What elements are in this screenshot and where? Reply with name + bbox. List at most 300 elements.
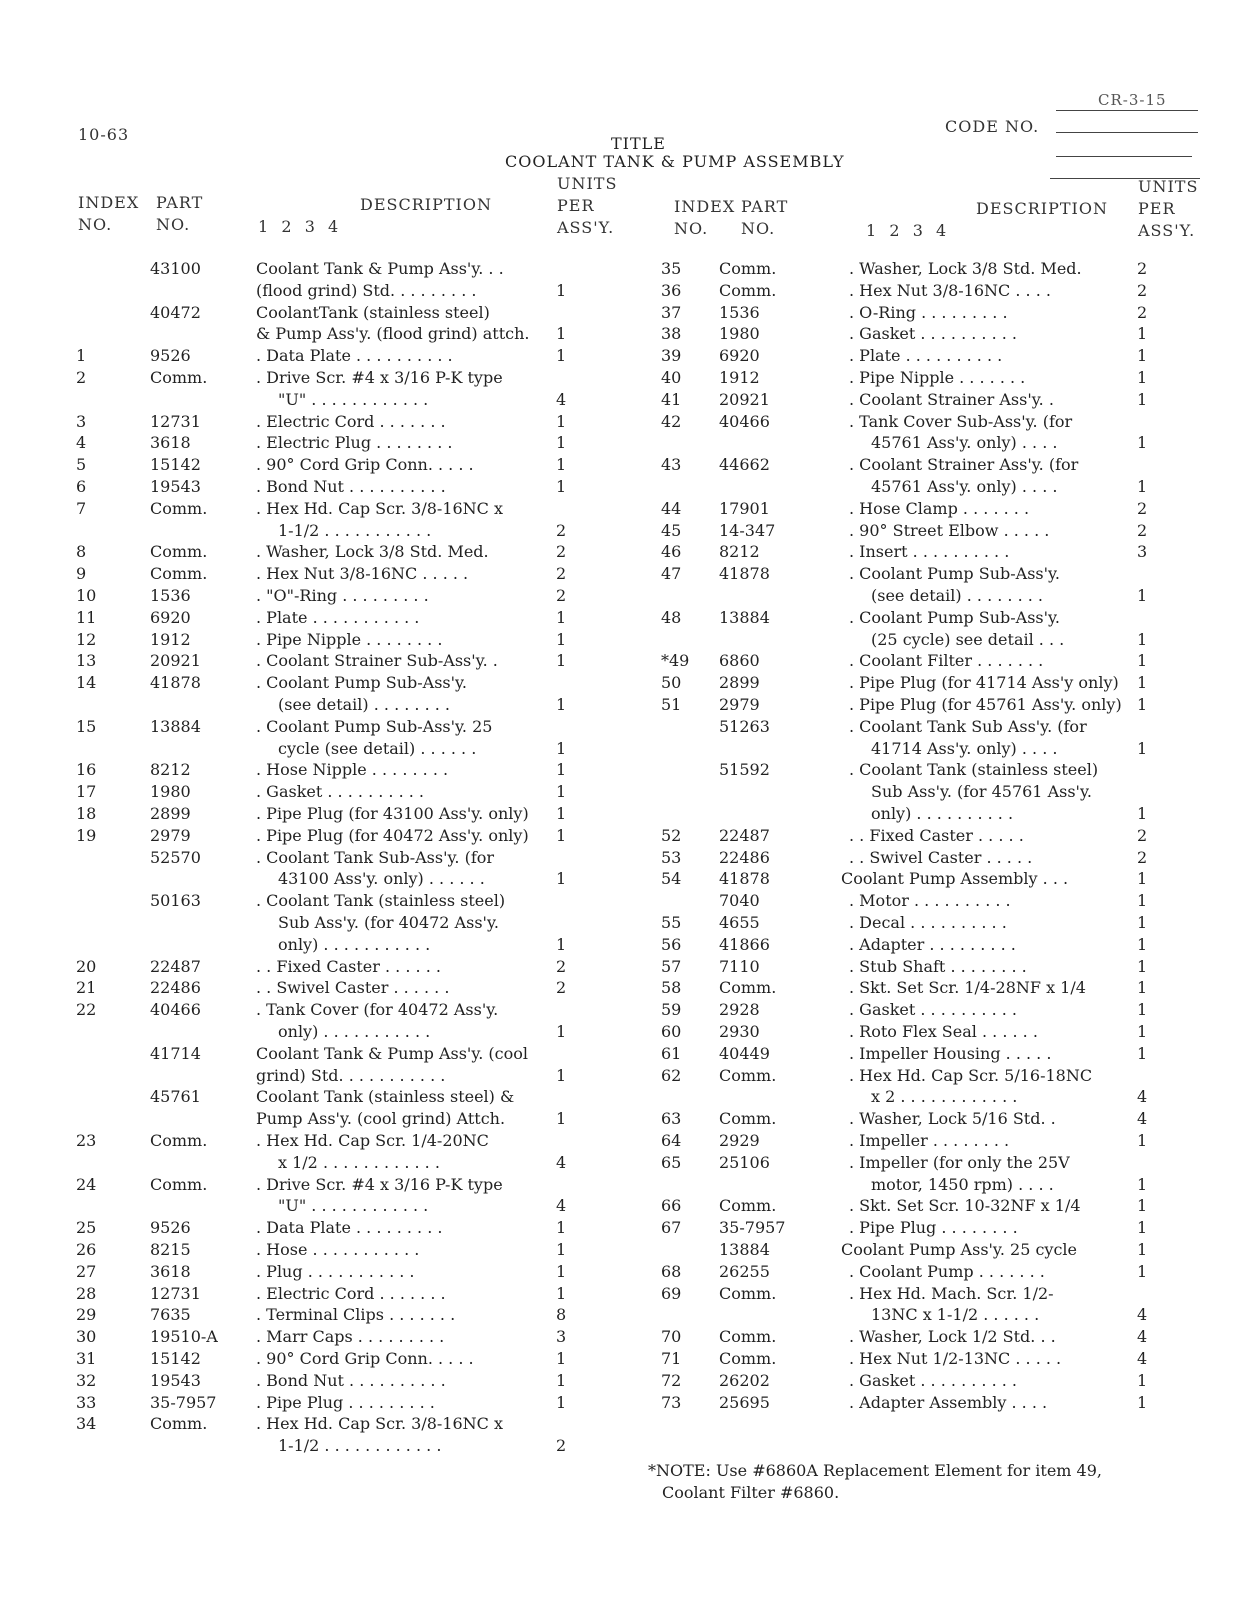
right-row-50-units-per-assy: 4 (1137, 1327, 1148, 1347)
right-row-7-part-no: 20921 (719, 389, 770, 409)
left-row-33-description: . . Fixed Caster . . . . . . (256, 956, 441, 976)
left-row-34-description: . . Swivel Caster . . . . . . (256, 978, 450, 998)
left-index-header-2: NO. (78, 215, 113, 234)
right-row-17-description: . Coolant Pump Sub-Ass'y. (849, 607, 1061, 627)
left-row-12-index-no: 7 (76, 498, 87, 518)
left-row-49-part-no: 7635 (150, 1305, 191, 1325)
right-row-11-units-per-assy: 1 (1137, 477, 1148, 496)
right-row-45-part-no: 35-7957 (719, 1218, 786, 1238)
left-row-8-units-per-assy: 1 (556, 411, 567, 431)
right-row-52-part-no: 26202 (719, 1370, 770, 1390)
right-row-37-units-per-assy: 1 (1137, 1043, 1148, 1063)
right-row-25-description: Sub Ass'y. (for 45761 Ass'y. (871, 782, 1092, 802)
left-row-45-units-per-assy: 1 (556, 1218, 567, 1238)
left-row-38-units-per-assy: 1 (556, 1065, 567, 1085)
right-row-38-index-no: 62 (661, 1065, 682, 1085)
left-row-1-description: Coolant Tank & Pump Ass'y. . . (256, 259, 504, 278)
left-row-8-description: . Electric Cord . . . . . . . (256, 411, 446, 431)
right-row-48-index-no: 69 (661, 1283, 682, 1303)
right-level-numbers: 1 2 3 4 (866, 221, 948, 240)
left-row-53-description: . Pipe Plug . . . . . . . . . (256, 1392, 435, 1412)
right-row-52-index-no: 72 (661, 1370, 682, 1390)
right-row-45-description: . Pipe Plug . . . . . . . . (849, 1218, 1018, 1238)
left-row-2-description: (flood grind) Std. . . . . . . . . (256, 280, 477, 300)
footnote-line-1: *NOTE: Use #6860A Replacement Element for item 49, (648, 1461, 1102, 1480)
page-title: COOLANT TANK & PUMP ASSEMBLY (505, 152, 845, 171)
left-row-44-units-per-assy: 4 (556, 1196, 567, 1216)
left-row-36-units-per-assy: 1 (556, 1022, 567, 1041)
left-row-9-description: . Electric Plug . . . . . . . . (256, 433, 453, 453)
left-row-23-description: cycle (see detail) . . . . . . (278, 738, 477, 758)
left-row-29-units-per-assy: 1 (556, 869, 567, 889)
right-row-38-description: . Hex Hd. Cap Scr. 5/16-18NC (849, 1065, 1093, 1085)
left-row-16-units-per-assy: 2 (556, 586, 567, 605)
right-row-46-part-no: 13884 (719, 1240, 770, 1259)
right-row-7-units-per-assy: 1 (1137, 389, 1148, 409)
left-row-22-index-no: 15 (76, 716, 97, 736)
left-row-19-index-no: 13 (76, 651, 97, 671)
left-row-26-description: . Pipe Plug (for 43100 Ass'y. only) (256, 804, 529, 823)
right-row-48-description: . Hex Hd. Mach. Scr. 1/2- (849, 1283, 1054, 1303)
right-row-41-description: . Impeller . . . . . . . . (849, 1131, 1010, 1150)
right-row-5-part-no: 6920 (719, 346, 760, 366)
left-row-45-description: . Data Plate . . . . . . . . . (256, 1218, 443, 1238)
right-row-14-part-no: 8212 (719, 542, 760, 562)
code-rule-2 (1056, 132, 1198, 133)
left-row-14-part-no: Comm. (150, 542, 208, 562)
right-row-16-description: (see detail) . . . . . . . . (871, 586, 1044, 605)
right-index-header-1: INDEX (674, 197, 736, 216)
left-row-43-description: . Drive Scr. #4 x 3/16 P-K type (256, 1174, 503, 1194)
right-row-30-description: . Motor . . . . . . . . . . (849, 891, 1011, 911)
right-row-53-description: . Adapter Assembly . . . . (849, 1392, 1048, 1412)
left-row-11-description: . Bond Nut . . . . . . . . . . (256, 477, 446, 496)
right-row-53-units-per-assy: 1 (1137, 1392, 1148, 1412)
right-row-13-index-no: 45 (661, 520, 682, 540)
left-row-16-part-no: 1536 (150, 586, 191, 605)
right-row-19-index-no: *49 (661, 651, 690, 671)
right-row-3-description: . O-Ring . . . . . . . . . (849, 302, 1008, 322)
left-row-46-index-no: 26 (76, 1240, 97, 1259)
left-row-14-units-per-assy: 2 (556, 542, 567, 562)
left-row-51-units-per-assy: 1 (556, 1349, 567, 1368)
right-row-30-units-per-assy: 1 (1137, 891, 1148, 911)
right-row-49-units-per-assy: 4 (1137, 1305, 1148, 1325)
left-row-27-description: . Pipe Plug (for 40472 Ass'y. only) (256, 825, 529, 845)
left-row-47-units-per-assy: 1 (556, 1261, 567, 1281)
right-row-11-description: 45761 Ass'y. only) . . . . (871, 477, 1058, 496)
right-row-21-description: . Pipe Plug (for 45761 Ass'y. only) (849, 695, 1122, 714)
right-row-1-index-no: 35 (661, 259, 682, 278)
right-row-36-description: . Roto Flex Seal . . . . . . (849, 1022, 1038, 1041)
right-row-49-description: 13NC x 1-1/2 . . . . . . (871, 1305, 1040, 1325)
left-row-47-index-no: 27 (76, 1261, 97, 1281)
left-row-9-index-no: 4 (76, 433, 87, 453)
left-row-32-description: only) . . . . . . . . . . . (278, 934, 431, 954)
left-row-21-description: (see detail) . . . . . . . . (278, 695, 451, 714)
right-row-15-description: . Coolant Pump Sub-Ass'y. (849, 564, 1061, 584)
left-row-50-part-no: 19510-A (150, 1327, 218, 1347)
right-row-37-part-no: 40449 (719, 1043, 770, 1063)
left-row-47-part-no: 3618 (150, 1261, 191, 1281)
right-row-28-index-no: 53 (661, 847, 682, 867)
left-index-header-1: INDEX (78, 193, 140, 212)
left-row-30-part-no: 50163 (150, 891, 201, 911)
right-row-41-index-no: 64 (661, 1131, 682, 1150)
left-row-46-units-per-assy: 1 (556, 1240, 567, 1259)
left-row-14-index-no: 8 (76, 542, 87, 562)
right-row-35-part-no: 2928 (719, 1000, 760, 1020)
left-row-26-index-no: 18 (76, 804, 97, 823)
left-row-31-description: Sub Ass'y. (for 40472 Ass'y. (278, 913, 499, 932)
right-row-6-description: . Pipe Nipple . . . . . . . (849, 368, 1026, 387)
left-row-3-description: CoolantTank (stainless steel) (256, 302, 490, 322)
left-row-53-index-no: 33 (76, 1392, 97, 1412)
right-row-7-index-no: 41 (661, 389, 682, 409)
right-row-15-index-no: 47 (661, 564, 682, 584)
right-row-12-units-per-assy: 2 (1137, 498, 1148, 518)
left-row-51-part-no: 15142 (150, 1349, 201, 1368)
right-row-24-part-no: 51592 (719, 760, 770, 780)
right-row-13-units-per-assy: 2 (1137, 520, 1148, 540)
left-row-17-description: . Plate . . . . . . . . . . . (256, 607, 420, 627)
left-row-21-units-per-assy: 1 (556, 695, 567, 714)
right-row-29-part-no: 41878 (719, 869, 770, 889)
left-part-header-2: NO. (156, 215, 191, 234)
right-row-34-units-per-assy: 1 (1137, 978, 1148, 998)
left-row-8-part-no: 12731 (150, 411, 201, 431)
right-row-34-part-no: Comm. (719, 978, 777, 998)
left-row-50-units-per-assy: 3 (556, 1327, 567, 1347)
date-code: 10-63 (78, 125, 130, 144)
right-units-header-2: PER (1138, 199, 1176, 218)
right-row-16-units-per-assy: 1 (1137, 586, 1148, 605)
right-row-39-units-per-assy: 4 (1137, 1087, 1148, 1107)
right-row-47-units-per-assy: 1 (1137, 1261, 1148, 1281)
right-row-40-units-per-assy: 4 (1137, 1109, 1148, 1129)
left-row-41-description: . Hex Hd. Cap Scr. 1/4-20NC (256, 1131, 489, 1150)
left-row-11-part-no: 19543 (150, 477, 201, 496)
right-row-3-part-no: 1536 (719, 302, 760, 322)
left-row-45-index-no: 25 (76, 1218, 97, 1238)
right-row-45-index-no: 67 (661, 1218, 682, 1238)
right-row-21-index-no: 51 (661, 695, 682, 714)
left-row-9-units-per-assy: 1 (556, 433, 567, 453)
left-row-5-units-per-assy: 1 (556, 346, 567, 366)
left-row-50-description: . Marr Caps . . . . . . . . . (256, 1327, 445, 1347)
left-row-5-part-no: 9526 (150, 346, 191, 366)
left-row-20-index-no: 14 (76, 673, 97, 693)
right-row-6-index-no: 40 (661, 368, 682, 387)
left-row-35-part-no: 40466 (150, 1000, 201, 1020)
left-row-49-index-no: 29 (76, 1305, 97, 1325)
right-row-44-index-no: 66 (661, 1196, 682, 1216)
left-row-12-part-no: Comm. (150, 498, 208, 518)
right-row-10-part-no: 44662 (719, 455, 770, 475)
right-row-4-description: . Gasket . . . . . . . . . . (849, 324, 1018, 344)
right-row-47-description: . Coolant Pump . . . . . . . (849, 1261, 1045, 1281)
left-row-6-index-no: 2 (76, 368, 87, 387)
right-row-32-part-no: 41866 (719, 934, 770, 954)
right-part-header-1: PART (741, 197, 789, 216)
right-row-42-part-no: 25106 (719, 1152, 770, 1172)
right-row-2-index-no: 36 (661, 280, 682, 300)
right-row-20-index-no: 50 (661, 673, 682, 693)
left-row-15-description: . Hex Nut 3/8-16NC . . . . . (256, 564, 469, 584)
right-row-41-part-no: 2929 (719, 1131, 760, 1150)
left-row-25-description: . Gasket . . . . . . . . . . (256, 782, 425, 802)
right-row-50-index-no: 70 (661, 1327, 682, 1347)
left-row-43-part-no: Comm. (150, 1174, 208, 1194)
left-row-55-units-per-assy: 2 (556, 1436, 567, 1456)
right-row-30-part-no: 7040 (719, 891, 760, 911)
left-row-46-part-no: 8215 (150, 1240, 191, 1259)
right-row-51-units-per-assy: 4 (1137, 1349, 1148, 1368)
left-row-24-description: . Hose Nipple . . . . . . . . (256, 760, 449, 780)
left-row-33-index-no: 20 (76, 956, 97, 976)
right-row-17-part-no: 13884 (719, 607, 770, 627)
right-description-header: DESCRIPTION (976, 199, 1108, 218)
right-row-20-part-no: 2899 (719, 673, 760, 693)
right-row-44-units-per-assy: 1 (1137, 1196, 1148, 1216)
right-row-4-index-no: 38 (661, 324, 682, 344)
right-row-29-description: Coolant Pump Assembly . . . (841, 869, 1069, 889)
left-row-10-description: . 90° Cord Grip Conn. . . . . (256, 455, 474, 475)
left-row-40-units-per-assy: 1 (556, 1109, 567, 1129)
right-row-40-description: . Washer, Lock 5/16 Std. . (849, 1109, 1056, 1129)
left-row-46-description: . Hose . . . . . . . . . . . (256, 1240, 420, 1259)
left-row-13-description: 1-1/2 . . . . . . . . . . . (278, 520, 432, 540)
left-row-18-description: . Pipe Nipple . . . . . . . . (256, 629, 443, 649)
left-row-11-units-per-assy: 1 (556, 477, 567, 496)
right-row-8-part-no: 40466 (719, 411, 770, 431)
right-row-42-description: . Impeller (for only the 25V (849, 1152, 1070, 1172)
right-row-19-description: . Coolant Filter . . . . . . . (849, 651, 1044, 671)
right-units-header-3: ASS'Y. (1138, 221, 1196, 240)
right-row-33-units-per-assy: 1 (1137, 956, 1148, 976)
right-row-26-description: only) . . . . . . . . . . (871, 804, 1014, 823)
left-row-18-index-no: 12 (76, 629, 97, 649)
left-row-9-part-no: 3618 (150, 433, 191, 453)
left-row-27-part-no: 2979 (150, 825, 191, 845)
left-row-20-part-no: 41878 (150, 673, 201, 693)
right-row-52-units-per-assy: 1 (1137, 1370, 1148, 1390)
left-row-22-part-no: 13884 (150, 716, 201, 736)
right-row-6-part-no: 1912 (719, 368, 760, 387)
left-row-26-units-per-assy: 1 (556, 804, 567, 823)
code-rule-3 (1056, 156, 1192, 157)
left-row-27-units-per-assy: 1 (556, 825, 567, 845)
right-row-21-units-per-assy: 1 (1137, 695, 1148, 714)
left-row-45-part-no: 9526 (150, 1218, 191, 1238)
right-row-12-part-no: 17901 (719, 498, 770, 518)
right-row-34-description: . Skt. Set Scr. 1/4-28NF x 1/4 (849, 978, 1086, 998)
right-row-44-description: . Skt. Set Scr. 10-32NF x 1/4 (849, 1196, 1081, 1216)
left-row-17-units-per-assy: 1 (556, 607, 567, 627)
right-row-36-index-no: 60 (661, 1022, 682, 1041)
right-row-32-description: . Adapter . . . . . . . . . (849, 934, 1016, 954)
left-row-11-index-no: 6 (76, 477, 87, 496)
right-row-37-index-no: 61 (661, 1043, 682, 1063)
left-row-22-description: . Coolant Pump Sub-Ass'y. 25 (256, 716, 493, 736)
right-row-31-units-per-assy: 1 (1137, 913, 1148, 932)
left-row-16-description: . "O"-Ring . . . . . . . . . (256, 586, 429, 605)
right-row-24-description: . Coolant Tank (stainless steel) (849, 760, 1099, 780)
right-row-36-part-no: 2930 (719, 1022, 760, 1041)
left-row-6-part-no: Comm. (150, 368, 208, 387)
right-row-38-part-no: Comm. (719, 1065, 777, 1085)
left-row-52-units-per-assy: 1 (556, 1370, 567, 1390)
right-row-4-part-no: 1980 (719, 324, 760, 344)
right-row-53-part-no: 25695 (719, 1392, 770, 1412)
right-row-20-description: . Pipe Plug (for 41714 Ass'y only) (849, 673, 1119, 693)
right-part-header-2: NO. (741, 219, 776, 238)
right-row-27-index-no: 52 (661, 825, 682, 845)
right-row-13-part-no: 14-347 (719, 520, 776, 540)
left-row-52-part-no: 19543 (150, 1370, 201, 1390)
left-description-header: DESCRIPTION (360, 195, 492, 214)
left-row-10-index-no: 5 (76, 455, 87, 475)
right-row-6-units-per-assy: 1 (1137, 368, 1148, 387)
left-row-25-units-per-assy: 1 (556, 782, 567, 802)
left-row-5-index-no: 1 (76, 346, 87, 366)
left-row-35-index-no: 22 (76, 1000, 97, 1020)
left-row-10-part-no: 15142 (150, 455, 201, 475)
left-units-header-3: ASS'Y. (557, 218, 615, 237)
right-row-32-units-per-assy: 1 (1137, 934, 1148, 954)
right-row-51-part-no: Comm. (719, 1349, 777, 1368)
right-row-3-units-per-assy: 2 (1137, 302, 1148, 322)
right-row-10-description: . Coolant Strainer Ass'y. (for (849, 455, 1079, 475)
right-row-47-part-no: 26255 (719, 1261, 770, 1281)
right-row-14-description: . Insert . . . . . . . . . . (849, 542, 1010, 562)
left-row-53-part-no: 35-7957 (150, 1392, 217, 1412)
left-row-4-units-per-assy: 1 (556, 324, 567, 344)
left-row-20-description: . Coolant Pump Sub-Ass'y. (256, 673, 468, 693)
left-row-34-units-per-assy: 2 (556, 978, 567, 998)
left-row-25-part-no: 1980 (150, 782, 191, 802)
left-row-19-description: . Coolant Strainer Sub-Ass'y. . (256, 651, 498, 671)
right-row-7-description: . Coolant Strainer Ass'y. . (849, 389, 1054, 409)
right-row-29-units-per-assy: 1 (1137, 869, 1148, 889)
right-row-50-part-no: Comm. (719, 1327, 777, 1347)
code-rule-1 (1056, 110, 1198, 111)
left-level-numbers: 1 2 3 4 (258, 217, 340, 236)
right-row-40-index-no: 63 (661, 1109, 682, 1129)
left-row-4-description: & Pump Ass'y. (flood grind) attch. (256, 324, 530, 344)
code-value: CR-3-15 (1098, 91, 1167, 109)
left-row-36-description: only) . . . . . . . . . . . (278, 1022, 431, 1041)
left-row-49-description: . Terminal Clips . . . . . . . (256, 1305, 456, 1325)
right-units-header-1: UNITS (1138, 177, 1199, 196)
left-row-37-description: Coolant Tank & Pump Ass'y. (cool (256, 1043, 528, 1063)
left-row-3-part-no: 40472 (150, 302, 201, 322)
left-row-42-description: x 1/2 . . . . . . . . . . . . (278, 1152, 440, 1172)
right-row-40-part-no: Comm. (719, 1109, 777, 1129)
left-row-7-units-per-assy: 4 (556, 389, 567, 409)
left-row-19-units-per-assy: 1 (556, 651, 567, 671)
right-row-21-part-no: 2979 (719, 695, 760, 714)
right-row-39-description: x 2 . . . . . . . . . . . . (871, 1087, 1018, 1107)
left-row-15-index-no: 9 (76, 564, 87, 584)
left-row-39-part-no: 45761 (150, 1087, 201, 1107)
right-row-47-index-no: 68 (661, 1261, 682, 1281)
right-row-26-units-per-assy: 1 (1137, 804, 1148, 823)
right-row-18-units-per-assy: 1 (1137, 629, 1148, 649)
right-row-27-units-per-assy: 2 (1137, 825, 1148, 845)
right-row-14-index-no: 46 (661, 542, 682, 562)
right-row-18-description: (25 cycle) see detail . . . (871, 629, 1065, 649)
right-row-4-units-per-assy: 1 (1137, 324, 1148, 344)
right-row-28-units-per-assy: 2 (1137, 847, 1148, 867)
right-row-15-part-no: 41878 (719, 564, 770, 584)
title-label: TITLE (611, 134, 666, 153)
right-row-35-index-no: 59 (661, 1000, 682, 1020)
right-row-27-description: . . Fixed Caster . . . . . (849, 825, 1024, 845)
right-row-31-part-no: 4655 (719, 913, 760, 932)
left-row-41-part-no: Comm. (150, 1131, 208, 1150)
left-row-27-index-no: 19 (76, 825, 97, 845)
left-row-1-part-no: 43100 (150, 259, 201, 278)
left-row-33-units-per-assy: 2 (556, 956, 567, 976)
left-row-28-description: . Coolant Tank Sub-Ass'y. (for (256, 847, 495, 867)
left-row-7-description: "U" . . . . . . . . . . . . (278, 389, 429, 409)
left-row-8-index-no: 3 (76, 411, 87, 431)
left-row-6-description: . Drive Scr. #4 x 3/16 P-K type (256, 368, 503, 387)
right-row-2-description: . Hex Nut 3/8-16NC . . . . (849, 280, 1051, 300)
right-row-19-part-no: 6860 (719, 651, 760, 671)
left-row-50-index-no: 30 (76, 1327, 97, 1347)
left-row-18-units-per-assy: 1 (556, 629, 567, 649)
left-row-48-index-no: 28 (76, 1283, 97, 1303)
right-row-23-units-per-assy: 1 (1137, 738, 1148, 758)
right-row-22-part-no: 51263 (719, 716, 770, 736)
code-label: CODE NO. (945, 117, 1040, 136)
right-row-33-part-no: 7110 (719, 956, 760, 976)
footnote-line-2: Coolant Filter #6860. (662, 1483, 840, 1502)
left-row-47-description: . Plug . . . . . . . . . . . (256, 1261, 415, 1281)
right-row-51-index-no: 71 (661, 1349, 682, 1368)
left-row-2-units-per-assy: 1 (556, 280, 567, 300)
right-row-53-index-no: 73 (661, 1392, 682, 1412)
right-row-28-description: . . Swivel Caster . . . . . (849, 847, 1033, 867)
right-row-45-units-per-assy: 1 (1137, 1218, 1148, 1238)
right-row-42-index-no: 65 (661, 1152, 682, 1172)
left-row-35-description: . Tank Cover (for 40472 Ass'y. (256, 1000, 499, 1020)
left-row-54-index-no: 34 (76, 1414, 97, 1434)
right-row-5-index-no: 39 (661, 346, 682, 366)
left-row-53-units-per-assy: 1 (556, 1392, 567, 1412)
left-row-52-index-no: 32 (76, 1370, 97, 1390)
left-row-39-description: Coolant Tank (stainless steel) & (256, 1087, 515, 1107)
left-row-52-description: . Bond Nut . . . . . . . . . . (256, 1370, 446, 1390)
right-row-9-description: 45761 Ass'y. only) . . . . (871, 433, 1058, 453)
right-row-20-units-per-assy: 1 (1137, 673, 1148, 693)
left-row-14-description: . Washer, Lock 3/8 Std. Med. (256, 542, 489, 562)
left-row-17-part-no: 6920 (150, 607, 191, 627)
right-row-43-description: motor, 1450 rpm) . . . . (871, 1174, 1054, 1194)
right-row-31-index-no: 55 (661, 913, 682, 932)
right-row-46-units-per-assy: 1 (1137, 1240, 1148, 1259)
right-row-36-units-per-assy: 1 (1137, 1022, 1148, 1041)
left-row-13-units-per-assy: 2 (556, 520, 567, 540)
left-row-34-index-no: 21 (76, 978, 97, 998)
right-row-5-description: . Plate . . . . . . . . . . (849, 346, 1003, 366)
right-row-1-part-no: Comm. (719, 259, 777, 278)
left-units-header-2: PER (557, 196, 595, 215)
left-row-29-description: 43100 Ass'y. only) . . . . . . (278, 869, 485, 889)
left-row-51-index-no: 31 (76, 1349, 97, 1368)
